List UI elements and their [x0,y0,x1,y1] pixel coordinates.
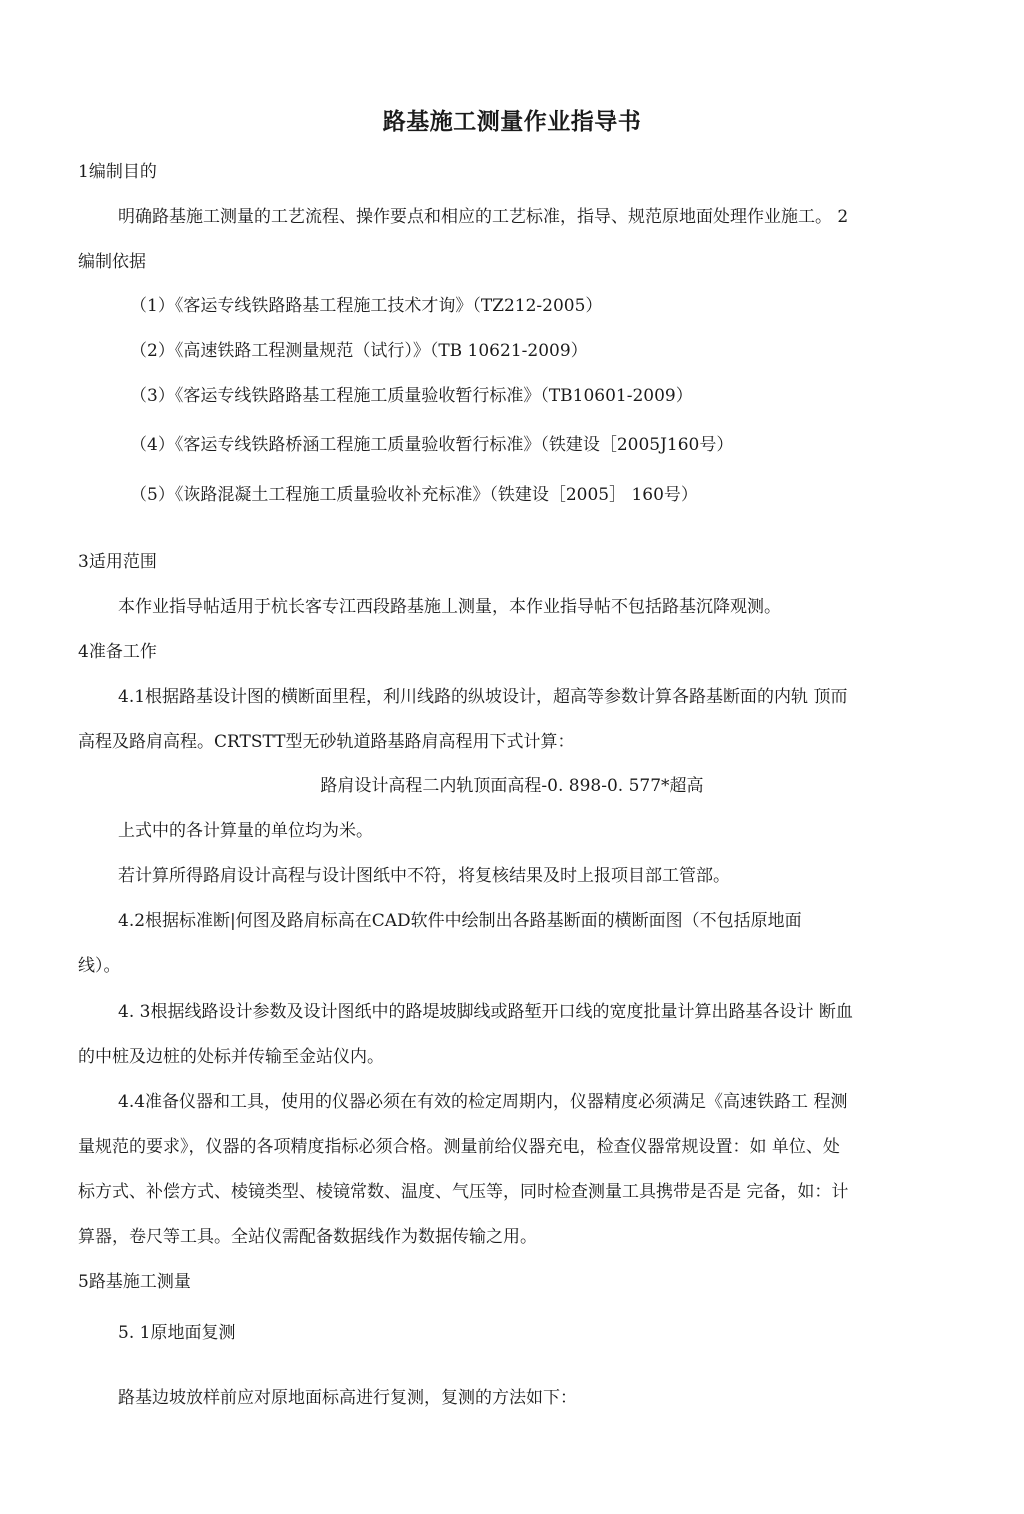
reference-item-2: （2）《高速铁路工程测量规范（试行）》（TB 10621-2009） [130,341,588,361]
section-3-paragraph: 本作业指导帖适用于杭长客专江西段路基施丄测量，本作业指导帖不包括路基沉降观测。 [118,597,781,617]
section-5-1-paragraph: 路基边坡放样前应对原地面标高进行复测，复测的方法如下： [118,1388,577,1408]
section-5-heading: 5路基施工测量 [78,1272,191,1292]
reference-item-1: （1）《客运专线铁路路基工程施工技术才询》（TZ212-2005） [130,296,603,316]
section-4-3-line-1: 4. 3根据线路设计参数及设计图纸中的路堤坡脚线或路堑开口线的宽度批量计算出路基各设计 断血 [118,1002,853,1022]
section-4-1-line-1: 4.1根据路基设计图的横断面里程，利川线路的纵坡设计，超高等参数计算各路基断面的内轨 顶而 [118,687,848,707]
section-4-4-line-4: 算器，卷尺等工具。全站仪需配备数据线作为数据传输之用。 [78,1227,537,1247]
section-4-2-line-2: 线）。 [78,956,121,976]
section-4-2-line-1: 4.2根据标准断|何图及路肩标高在CAD软件中绘制出各路基断面的横断面图（不包括原地面 [118,911,802,931]
section-4-1-note-1: 上式中的各计算量的单位均为米。 [118,821,373,841]
section-4-heading: 4准备工作 [78,642,157,662]
reference-item-5: （5）《诙路混凝土工程施工质量验收补充标准》（铁建设［2005］ 160号） [130,485,698,505]
section-4-4-line-3: 标方式、补偿方式、棱镜类型、棱镜常数、温度、气压等，同时检查测量工具携带是否是 完备，如：计 [78,1182,849,1202]
section-3-heading: 3适用范围 [78,552,157,572]
section-4-3-line-2: 的中桩及边桩的处标并传输至金站仪内。 [78,1047,384,1067]
formula: 路肩设计高程二内轨顶面高程-0. 898-0. 577*超高 [320,776,704,796]
section-1-paragraph-line-1: 明确路基施工测量的工艺流程、操作要点和相应的工艺标准，指导、规范原地面处理作业施工。 2 [118,207,849,227]
section-5-1-heading: 5. 1原地面复测 [118,1323,236,1343]
reference-item-4: （4）《客运专线铁路桥涵工程施工质量验收暂行标准》（铁建设［2005J160号） [130,435,734,455]
section-1-paragraph-line-2: 编制依据 [78,252,146,272]
reference-item-3: （3）《客运专线铁路路基工程施工质量验收暂行标准》（TB10601-2009） [130,386,693,406]
section-4-4-line-2: 量规范的要求》，仪器的各项精度指标必须合格。测量前给仪器充电，检查仪器常规设置：如 单位、处 [78,1137,840,1157]
document-title: 路基施工测量作业指导书 [382,109,642,135]
section-4-1-line-2: 高程及路肩高程。CRTSTT型无砂轨道路基路肩高程用下式计算： [78,732,575,752]
section-1-heading: 1编制目的 [78,162,157,182]
section-4-4-line-1: 4.4准备仪器和工具，使用的仪器必须在有效的检定周期内，仪器精度必须满足《高速铁路工 程测 [118,1092,848,1112]
section-4-1-note-2: 若计算所得路肩设计高程与设计图纸中不符，将复核结果及时上报项目部工管部。 [118,866,730,886]
